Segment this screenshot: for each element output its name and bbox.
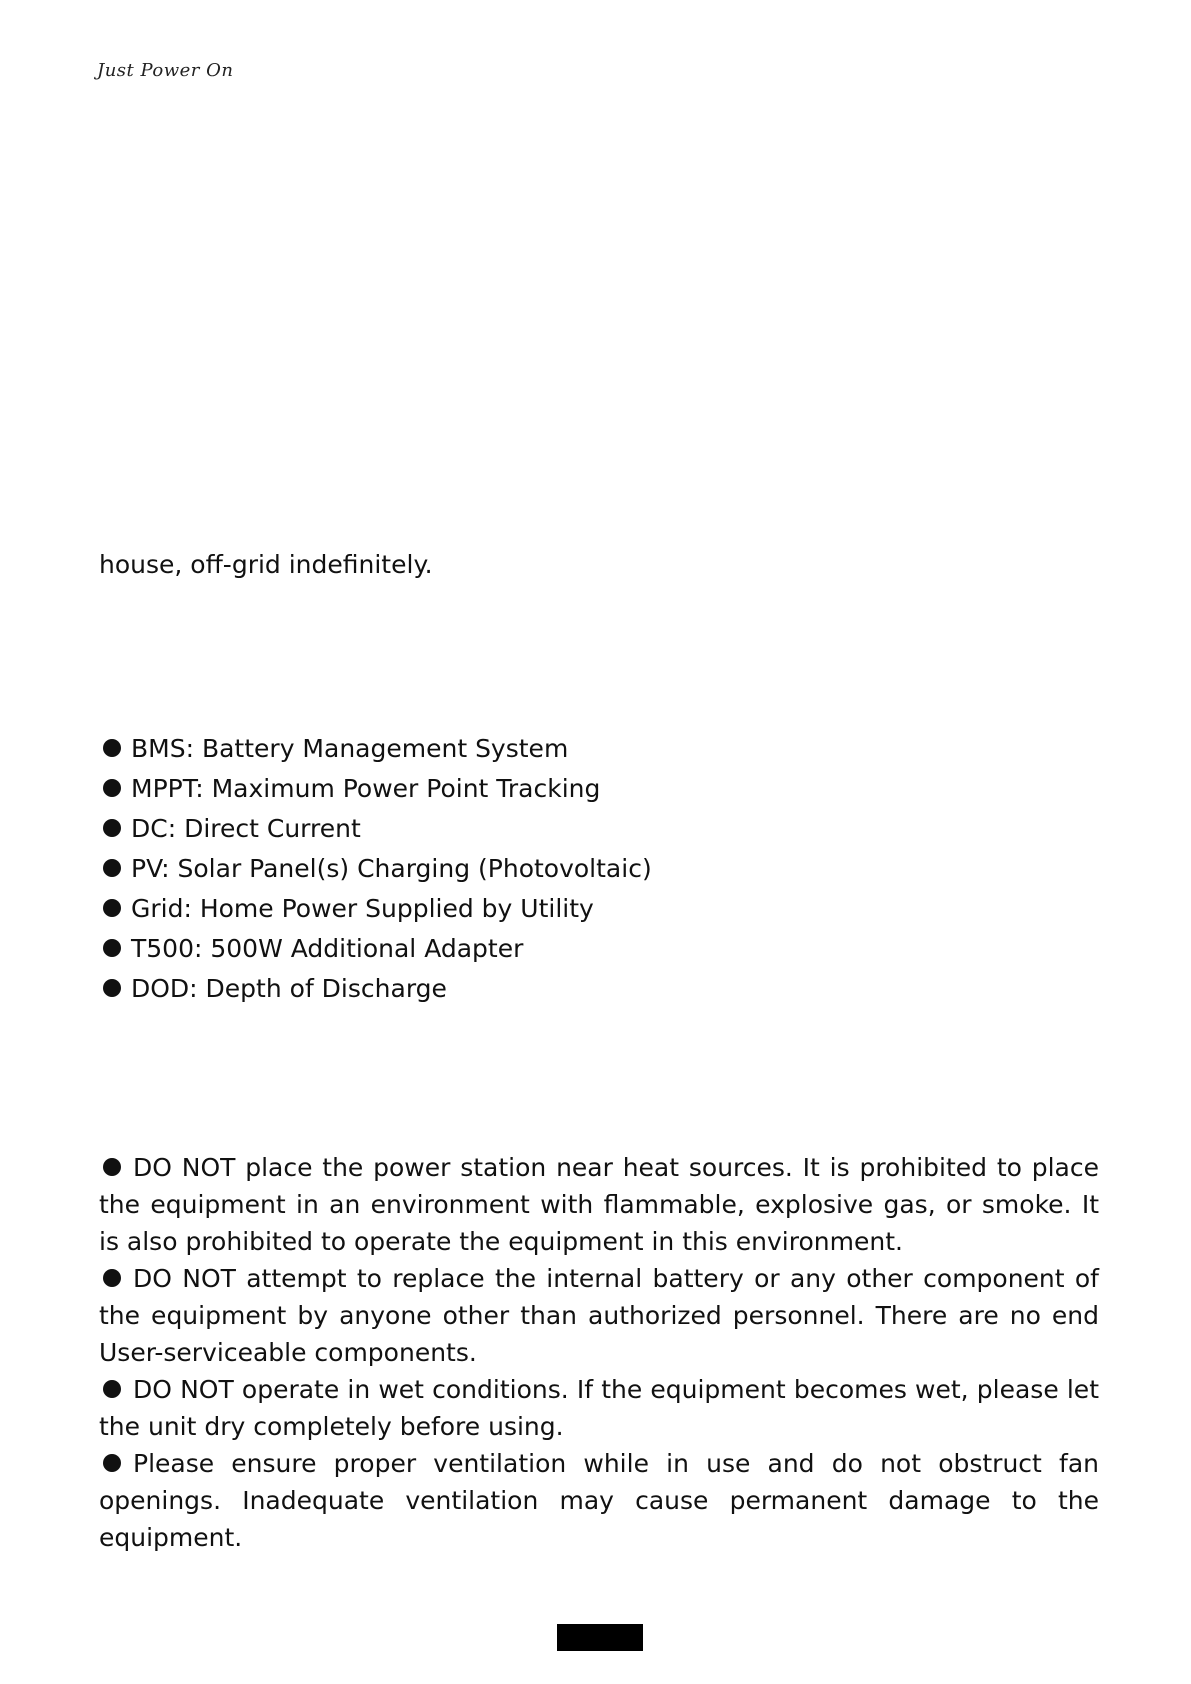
safety-warning-item bbox=[99, 1260, 1099, 1371]
bullet-icon bbox=[103, 1454, 121, 1472]
safety-warning-text: DO NOT attempt to replace the internal battery or any other component of the equipment by anyone other than authorized personnel. There are no end User-serviceable components. bbox=[99, 1264, 1099, 1367]
bullet-icon bbox=[103, 939, 121, 957]
abbreviation-text: DC: Direct Current bbox=[131, 814, 361, 843]
abbreviation-text: DOD: Depth of Discharge bbox=[131, 974, 447, 1003]
bullet-icon bbox=[103, 899, 121, 917]
safety-warning-item bbox=[99, 1371, 1099, 1445]
safety-warning-item bbox=[99, 1445, 1099, 1556]
abbreviation-list bbox=[99, 729, 652, 1009]
safety-warning-text: Please ensure proper ventilation while in use and do not obstruct fan openings. Inadequate ventilation may cause permanent damage to the equipment. bbox=[99, 1449, 1099, 1552]
abbreviation-item bbox=[99, 889, 652, 929]
bullet-icon bbox=[103, 859, 121, 877]
safety-warning-list bbox=[99, 1149, 1099, 1556]
abbreviation-item bbox=[99, 849, 652, 889]
abbreviation-text: MPPT: Maximum Power Point Tracking bbox=[131, 774, 601, 803]
bullet-icon bbox=[103, 979, 121, 997]
abbreviation-item bbox=[99, 729, 652, 769]
abbreviation-item bbox=[99, 809, 652, 849]
brand-logo: Just Power On bbox=[97, 60, 234, 81]
abbreviation-text: BMS: Battery Management System bbox=[131, 734, 569, 763]
safety-warning-text: DO NOT operate in wet conditions. If the equipment becomes wet, please let the unit dry completely before using. bbox=[99, 1375, 1099, 1441]
abbreviation-text: T500: 500W Additional Adapter bbox=[131, 934, 524, 963]
abbreviation-item bbox=[99, 969, 652, 1009]
abbreviation-item bbox=[99, 769, 652, 809]
bullet-icon bbox=[103, 819, 121, 837]
page-number-block bbox=[557, 1624, 643, 1651]
bullet-icon bbox=[103, 1380, 121, 1398]
safety-warning-item bbox=[99, 1149, 1099, 1260]
bullet-icon bbox=[103, 1269, 121, 1287]
bullet-icon bbox=[103, 739, 121, 757]
safety-warning-text: DO NOT place the power station near heat sources. It is prohibited to place the equipment in an environment with flammable, explosive gas, or smoke. It is also prohibited to operate the equipment in this environment. bbox=[99, 1153, 1099, 1256]
bullet-icon bbox=[103, 1158, 121, 1176]
abbreviation-item bbox=[99, 929, 652, 969]
intro-text-fragment: house, off-grid indefinitely. bbox=[99, 550, 433, 579]
bullet-icon bbox=[103, 779, 121, 797]
abbreviation-text: PV: Solar Panel(s) Charging (Photovoltaic) bbox=[131, 854, 652, 883]
abbreviation-text: Grid: Home Power Supplied by Utility bbox=[131, 894, 594, 923]
